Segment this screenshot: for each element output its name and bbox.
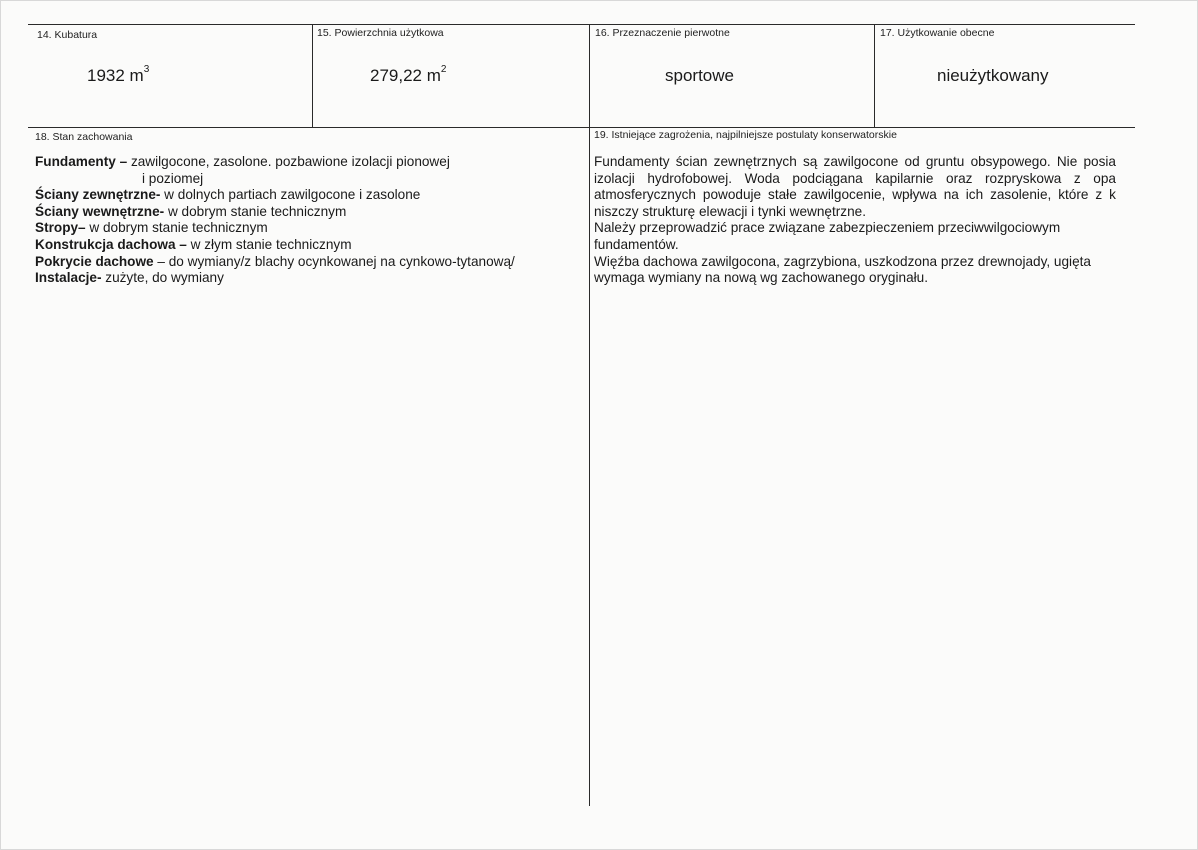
divider-16-17 [874, 24, 875, 128]
stan-text: w dobrym stanie technicznym [85, 220, 268, 236]
kubatura-unit-sup: 3 [143, 64, 150, 76]
zagrozenia-word: podciągana [792, 170, 863, 186]
stan-term: Konstrukcja dachowa – [35, 236, 191, 252]
stan-text: w dobrym stanie technicznym [164, 203, 347, 219]
stan-row [35, 171, 580, 188]
kubatura-value [87, 66, 149, 86]
uzytkowanie-value: nieużytkowany [937, 66, 1049, 85]
stan-row [35, 254, 580, 271]
zagrozenia-word: na [943, 187, 959, 203]
powierzchnia-unit-sup: 2 [440, 64, 447, 76]
stan-row [35, 237, 580, 254]
zagrozenia-line: fundamentów. [594, 236, 679, 252]
zagrozenia-word: opa [1093, 170, 1116, 186]
zagrozenia-line [594, 154, 1116, 171]
zagrozenia-text [594, 154, 1116, 287]
zagrozenia-word: Nie [1056, 154, 1078, 169]
zagrozenia-word: oraz [946, 170, 973, 186]
zagrozenia-label: 19. Istniejące zagrożenia, najpilniejsze postulaty konserwatorskie [594, 129, 897, 141]
zagrozenia-word: zawilgocenie, [803, 187, 886, 203]
zagrozenia-word: kapilarnie [875, 170, 934, 186]
stan-term: Ściany wewnętrzne- [35, 203, 165, 219]
top-rule [28, 24, 1135, 25]
uzytkowanie-label: 17. Użytkowanie obecne [880, 27, 995, 39]
zagrozenia-line: wymaga wymiany na nową wg zachowanego oryginału. [594, 270, 928, 286]
divider-main [589, 24, 590, 806]
zagrozenia-word: powoduje [702, 187, 762, 203]
stan-term: Fundamenty – [35, 154, 131, 169]
stan-row [35, 187, 580, 204]
stan-row [35, 270, 580, 287]
zagrozenia-word: k [1109, 187, 1116, 203]
zagrozenia-word: wpływa [892, 187, 937, 203]
zagrozenia-word: które [1058, 187, 1089, 203]
stan-row [35, 154, 580, 171]
stan-text: i poziomej [142, 170, 204, 186]
stan-text: – do wymiany/z blachy ocynkowanej na cynkowo-tytanową/ [153, 253, 515, 269]
zagrozenia-line: Więźba dachowa zawilgocona, zagrzybiona, uszkodzona przez drewnojady, ugięta [594, 253, 1091, 269]
stan-label: 18. Stan zachowania [35, 131, 133, 143]
stan-text: zużyte, do wymiany [101, 270, 224, 286]
stan-term: Instalacje- [35, 270, 102, 286]
mid-rule [28, 127, 1135, 128]
stan-list [35, 154, 580, 287]
kubatura-label: 14. Kubatura [37, 29, 98, 41]
stan-text: zawilgocone, zasolone. pozbawione izolacji pionowej [130, 154, 450, 169]
zagrozenia-line: niszczy strukturę elewacji i tynki wewnętrzne. [594, 203, 866, 219]
stan-text: w złym stanie technicznym [190, 236, 352, 252]
stan-row [35, 220, 580, 237]
zagrozenia-word: zasolenie, [990, 187, 1052, 203]
powierzchnia-number: 279,22 m [370, 66, 441, 85]
zagrozenia-word: obsypowego. [970, 154, 1051, 169]
stan-text: w dolnych partiach zawilgocone i zasolone [160, 187, 421, 203]
przeznaczenie-label: 16. Przeznaczenie pierwotne [595, 27, 730, 39]
zagrozenia-word: z [1073, 170, 1081, 186]
zagrozenia-word: posia [1083, 154, 1116, 169]
zagrozenia-line: Należy przeprowadzić prace związane zabezpieczeniem przeciwwilgociowym [594, 220, 1061, 236]
zagrozenia-word: od [904, 154, 920, 169]
zagrozenia-line [594, 187, 1116, 204]
zagrozenia-word: zewnętrznych [713, 154, 797, 169]
divider-14-15 [312, 24, 313, 128]
zagrozenia-word: atmosferycznych [594, 187, 696, 203]
stan-term: Stropy– [35, 220, 86, 236]
zagrozenia-word: ścian [675, 154, 708, 169]
zagrozenia-word: są [802, 154, 818, 169]
zagrozenia-line [594, 171, 1116, 188]
kubatura-number: 1932 m [87, 66, 144, 85]
zagrozenia-word: stałe [768, 187, 797, 203]
zagrozenia-word: rozpryskowa [985, 170, 1062, 186]
powierzchnia-value [370, 66, 446, 86]
stan-term: Ściany zewnętrzne- [35, 187, 161, 203]
zagrozenia-word: ich [965, 187, 984, 203]
zagrozenia-word: izolacji [594, 170, 635, 186]
powierzchnia-label: 15. Powierzchnia użytkowa [317, 27, 444, 39]
zagrozenia-word: Woda [744, 170, 780, 186]
zagrozenia-word: Fundamenty [594, 154, 670, 169]
zagrozenia-word: zawilgocone [823, 154, 899, 169]
zagrozenia-word: z [1095, 187, 1103, 203]
stan-row [35, 204, 580, 221]
zagrozenia-word: gruntu [925, 154, 965, 169]
zagrozenia-word: hydrofobowej. [647, 170, 732, 186]
przeznaczenie-value: sportowe [665, 66, 734, 85]
stan-term: Pokrycie dachowe [35, 253, 154, 269]
